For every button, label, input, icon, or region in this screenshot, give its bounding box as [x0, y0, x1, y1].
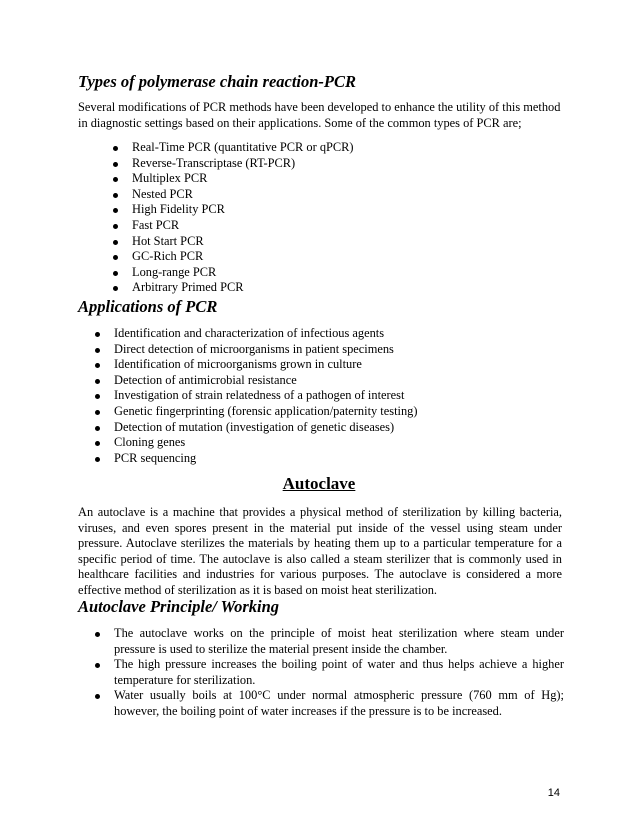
pcr-types-intro — [78, 100, 562, 131]
list-item: Water usually boils at 100°C under normal atmospheric pressure (760 mm of Hg); however, the boiling point of water increases if the pressure is to be increased. — [95, 688, 564, 719]
list-item: GC-Rich PCR — [113, 249, 354, 265]
list-item: Real-Time PCR (quantitative PCR or qPCR) — [113, 140, 354, 156]
list-item: Hot Start PCR — [113, 234, 354, 250]
list-item: High Fidelity PCR — [113, 202, 354, 218]
autoclave-principle-list — [95, 626, 564, 720]
list-item: Multiplex PCR — [113, 171, 354, 187]
pcr-types-list — [113, 140, 354, 296]
autoclave-title: Autoclave — [282, 474, 356, 493]
list-item: Investigation of strain relatedness of a pathogen of interest — [95, 388, 417, 404]
list-item: Detection of mutation (investigation of genetic diseases) — [95, 420, 417, 436]
list-item: The autoclave works on the principle of moist heat sterilization where steam under pressure is used to sterilize the material present inside the chamber. — [95, 626, 564, 657]
list-item: PCR sequencing — [95, 451, 417, 467]
page-number: 14 — [547, 787, 560, 799]
list-item: Direct detection of microorganisms in patient specimens — [95, 342, 417, 358]
list-item: Cloning genes — [95, 435, 417, 451]
list-item: Detection of antimicrobial resistance — [95, 373, 417, 389]
pcr-types-intro-line-1: Several modifications of PCR methods have been developed to enhance the utility of this method — [78, 100, 561, 114]
list-item: Arbitrary Primed PCR — [113, 280, 354, 296]
pcr-types-heading: Types of polymerase chain reaction-PCR — [78, 72, 357, 91]
pcr-applications-list — [95, 326, 417, 466]
list-item: Long-range PCR — [113, 265, 354, 281]
list-item: The high pressure increases the boiling point of water and thus helps achieve a higher temperature for sterilization. — [95, 657, 564, 688]
list-item: Fast PCR — [113, 218, 354, 234]
list-item: Nested PCR — [113, 187, 354, 203]
autoclave-paragraph: An autoclave is a machine that provides a physical method of sterilization by killing bacteria, viruses, and even spores present in the material put inside of the vessel using steam under pressure. Autoclave sterilizes the materials by heating them up to a particular temperature for a specific period of time. The autoclave is also called a steam sterilizer that is commonly used in healthcare facilities and industries for various purposes. The autoclave is considered a more effective method of sterilization as it is based on moist heat sterilization. — [78, 505, 562, 597]
list-item: Identification and characterization of infectious agents — [95, 326, 417, 342]
pcr-types-intro-line-2: in diagnostic settings based on their applications. Some of the common types of PCR are; — [78, 115, 522, 130]
list-item: Identification of microorganisms grown in culture — [95, 357, 417, 373]
autoclave-principle-heading: Autoclave Principle/ Working — [78, 597, 280, 616]
pcr-applications-heading: Applications of PCR — [78, 297, 218, 316]
list-item: Genetic fingerprinting (forensic application/paternity testing) — [95, 404, 417, 420]
list-item: Reverse-Transcriptase (RT-PCR) — [113, 156, 354, 172]
